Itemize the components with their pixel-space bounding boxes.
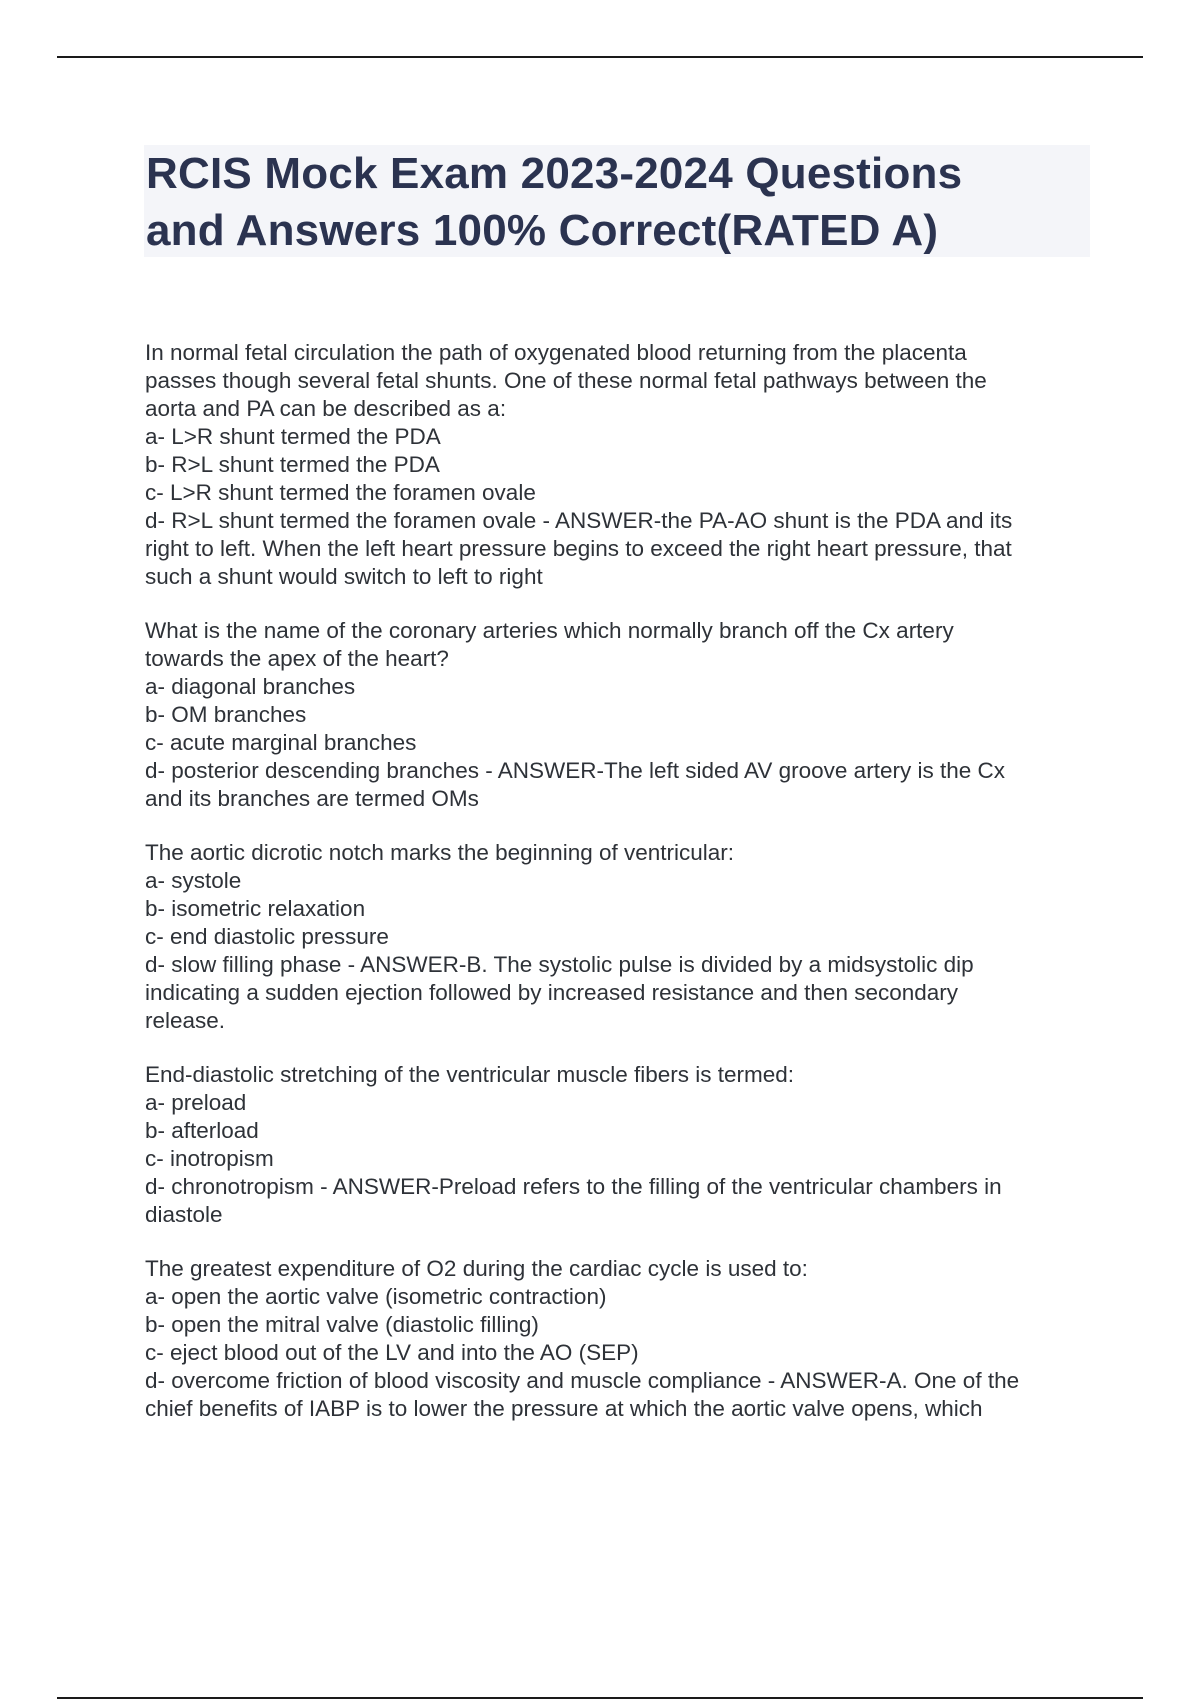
question-1 — [145, 339, 1095, 591]
answer-option: a- systole — [145, 868, 242, 893]
question-text-line: The greatest expenditure of O2 during the cardiac cycle is used to: — [145, 1256, 808, 1281]
answer-option: a- preload — [145, 1090, 247, 1115]
answer-option: a- L>R shunt termed the PDA — [145, 424, 441, 449]
title-block — [144, 145, 1090, 257]
answer-option: b- isometric relaxation — [145, 896, 366, 921]
answer-option: c- inotropism — [145, 1146, 274, 1171]
answer-option: b- afterload — [145, 1118, 259, 1143]
answer-option: b- R>L shunt termed the PDA — [145, 452, 440, 477]
answer-explanation-line: chief benefits of IABP is to lower the pressure at which the aortic valve opens, which — [145, 1396, 983, 1421]
answer-option: c- L>R shunt termed the foramen ovale — [145, 480, 536, 505]
answer-explanation-line: such a shunt would switch to left to right — [145, 564, 543, 589]
question-text-line: In normal fetal circulation the path of oxygenated blood returning from the placenta — [145, 340, 967, 365]
answer-option: d- chronotropism - ANSWER-Preload refers to the filling of the ventricular chambers in — [145, 1174, 1002, 1199]
question-text-line: towards the apex of the heart? — [145, 646, 449, 671]
question-4 — [145, 1061, 1095, 1229]
answer-option: c- acute marginal branches — [145, 730, 417, 755]
answer-explanation-line: indicating a sudden ejection followed by increased resistance and then secondary — [145, 980, 959, 1005]
question-list — [145, 339, 1095, 1449]
answer-explanation-line: diastole — [145, 1202, 223, 1227]
answer-option: c- end diastolic pressure — [145, 924, 389, 949]
answer-explanation-line: right to left. When the left heart pressure begins to exceed the right heart pressure, that — [145, 536, 1012, 561]
question-text-line: aorta and PA can be described as a: — [145, 396, 507, 421]
question-text-line: End-diastolic stretching of the ventricular muscle fibers is termed: — [145, 1062, 795, 1087]
question-2 — [145, 617, 1095, 813]
answer-option: c- eject blood out of the LV and into the AO (SEP) — [145, 1340, 639, 1365]
answer-option: d- R>L shunt termed the foramen ovale - ANSWER-the PA-AO shunt is the PDA and its — [145, 508, 1013, 533]
answer-option: d- slow filling phase - ANSWER-B. The systolic pulse is divided by a midsystolic dip — [145, 952, 974, 977]
bottom-rule — [57, 1697, 1143, 1699]
top-rule — [57, 56, 1143, 58]
answer-option: a- open the aortic valve (isometric contraction) — [145, 1284, 607, 1309]
answer-option: b- open the mitral valve (diastolic filling) — [145, 1312, 539, 1337]
answer-option: d- posterior descending branches - ANSWER-The left sided AV groove artery is the Cx — [145, 758, 1005, 783]
answer-explanation-line: and its branches are termed OMs — [145, 786, 479, 811]
question-5 — [145, 1255, 1095, 1423]
answer-option: d- overcome friction of blood viscosity and muscle compliance - ANSWER-A. One of the — [145, 1368, 1020, 1393]
title-line: RCIS Mock Exam 2023-2024 Questions — [146, 149, 963, 198]
question-3 — [145, 839, 1095, 1035]
question-text-line: The aortic dicrotic notch marks the beginning of ventricular: — [145, 840, 735, 865]
answer-option: b- OM branches — [145, 702, 307, 727]
question-text-line: passes though several fetal shunts. One of these normal fetal pathways between the — [145, 368, 987, 393]
answer-option: a- diagonal branches — [145, 674, 356, 699]
title-line: and Answers 100% Correct(RATED A) — [146, 206, 939, 255]
answer-explanation-line: release. — [145, 1008, 226, 1033]
page-title — [144, 145, 1090, 259]
question-text-line: What is the name of the coronary arteries which normally branch off the Cx artery — [145, 618, 954, 643]
